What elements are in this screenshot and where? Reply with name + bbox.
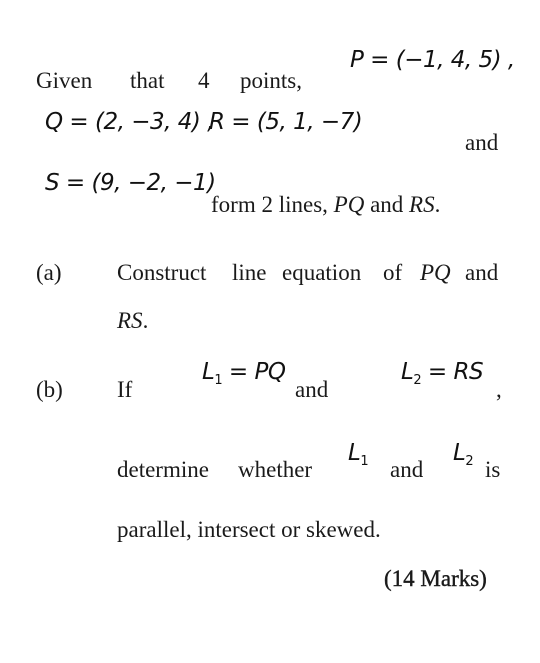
word-points: points, <box>240 68 302 93</box>
word-of: of <box>383 260 403 285</box>
options-line: parallel, intersect or skewed. <box>117 517 381 542</box>
l2-symbol: $L_2$ <box>453 440 474 469</box>
form-lines-text: form 2 lines, PQ and RS. <box>211 192 441 217</box>
l2-equals-rs: $L_2$ = RS <box>401 359 484 388</box>
word-if: If <box>117 377 133 402</box>
l1-symbol: $L_1$ <box>348 440 369 469</box>
word-and-a: and <box>465 260 499 285</box>
part-b-label: (b) <box>36 377 63 402</box>
word-construct: Construct <box>117 260 207 285</box>
point-p: P = (−1, 4, 5) , <box>350 47 515 73</box>
word-equation: equation <box>282 260 362 285</box>
l1-equals-pq: $L_1$ = PQ <box>202 359 286 388</box>
line-pq-a: PQ <box>420 260 451 285</box>
word-whether: whether <box>238 457 313 482</box>
part-a-label: (a) <box>36 260 62 285</box>
marks-label: (14 Marks) <box>384 566 487 591</box>
word-and-b1: and <box>295 377 329 402</box>
point-q: Q = (2, −3, 4) , <box>45 109 214 135</box>
word-line: line <box>232 260 267 285</box>
word-that: that <box>130 68 165 93</box>
point-s: S = (9, −2, −1) <box>45 170 216 196</box>
word-and-intro: and <box>465 130 499 155</box>
word-and-b2: and <box>390 457 424 482</box>
word-given: Given <box>36 68 93 93</box>
word-is: is <box>485 457 501 482</box>
comma-b: , <box>496 377 502 402</box>
word-four: 4 <box>198 68 210 93</box>
line-rs-a: RS. <box>117 308 149 333</box>
point-r: R = (5, 1, −7) <box>209 109 363 135</box>
word-determine: determine <box>117 457 209 482</box>
